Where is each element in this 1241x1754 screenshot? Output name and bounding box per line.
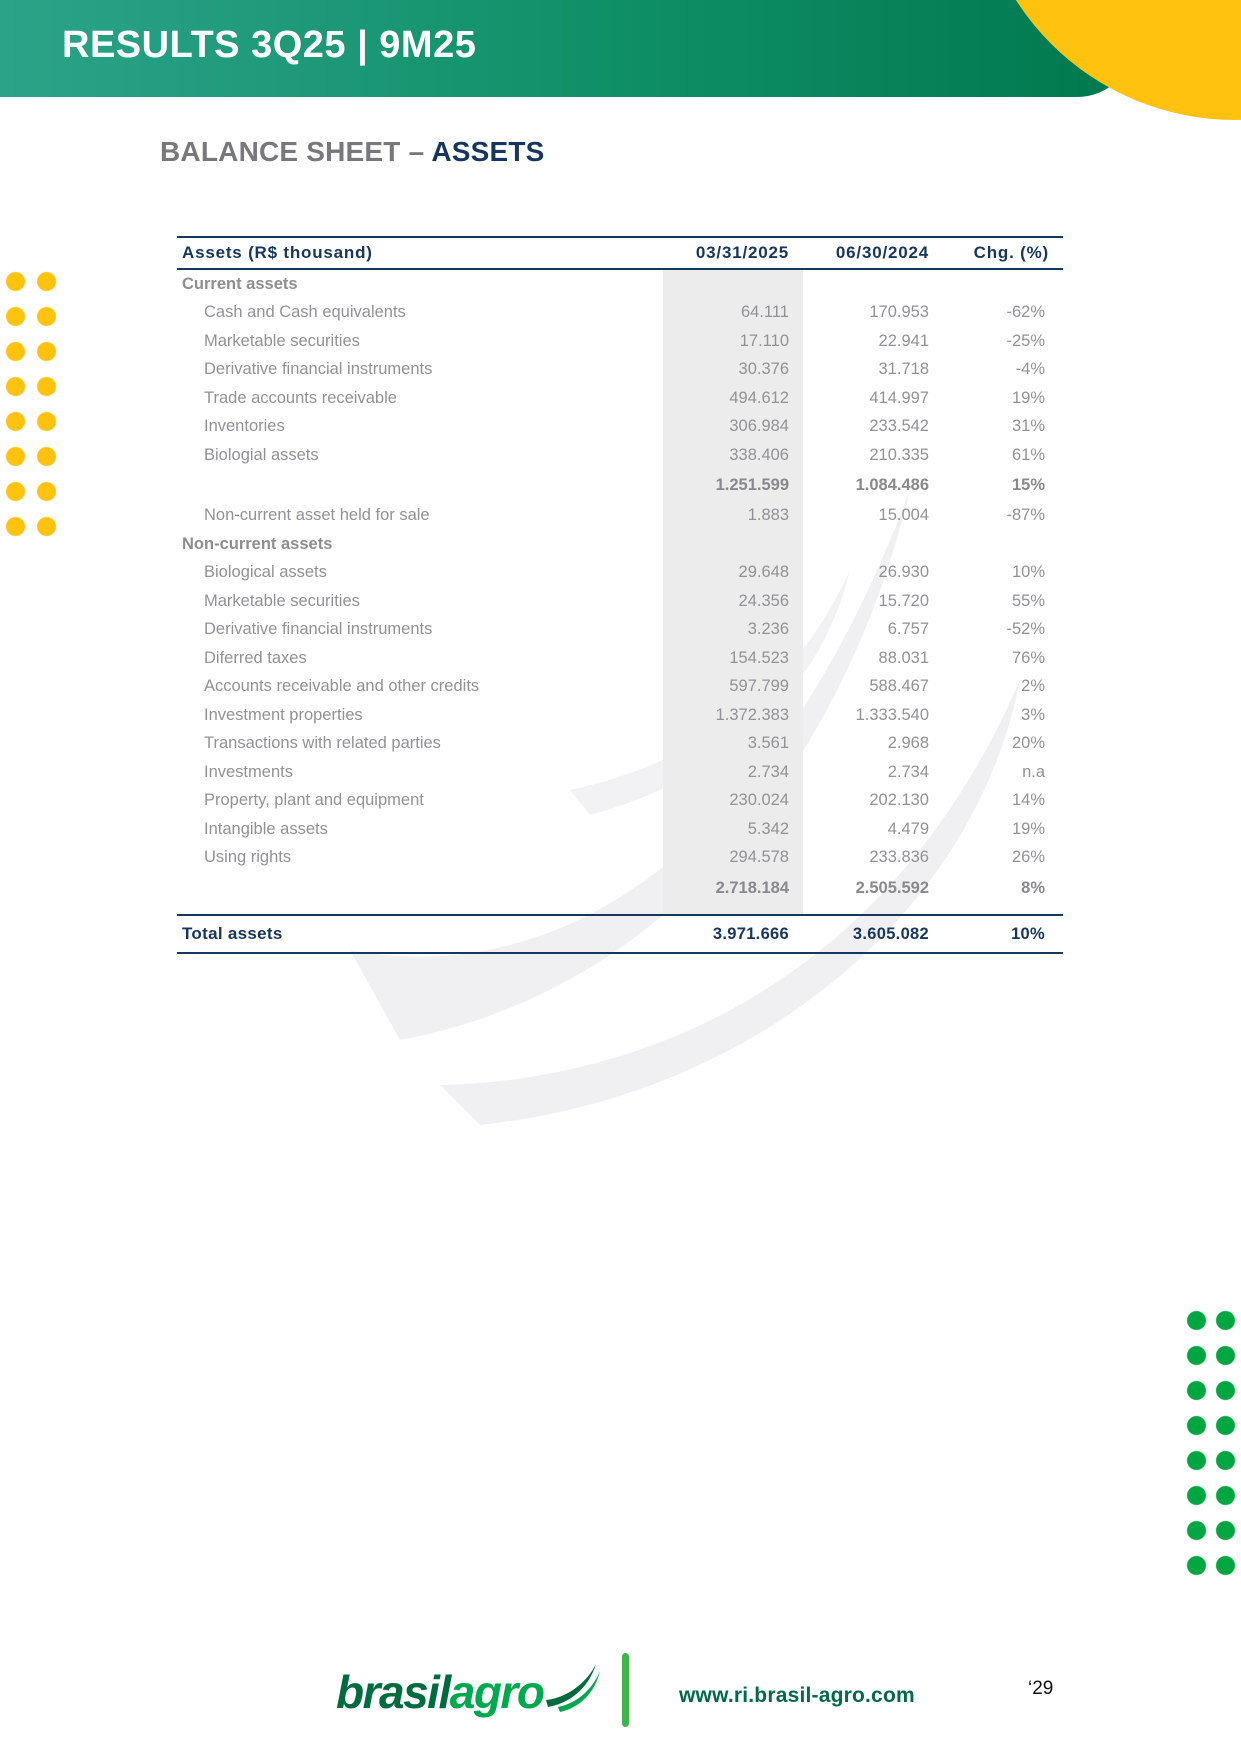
- row-value: 2.505.592: [855, 878, 929, 897]
- green-dots-decoration: [1182, 1303, 1240, 1584]
- table-row: [177, 730, 1063, 759]
- logo-text-agro: agro: [449, 1666, 544, 1718]
- row-value: 20%: [1011, 734, 1045, 753]
- row-value: 2.734: [663, 758, 803, 787]
- row-value: 3.971.666: [663, 915, 803, 953]
- logo-text-brasil: brasil: [336, 1666, 450, 1718]
- table-row: [177, 815, 1063, 844]
- row-label: [177, 904, 663, 915]
- row-label: Derivative financial instruments: [204, 360, 433, 379]
- row-value: [663, 904, 803, 915]
- row-value: 3.605.082: [803, 915, 943, 953]
- row-value: 64.111: [663, 299, 803, 328]
- row-value: 15.004: [878, 506, 929, 525]
- balance-sheet-table: [177, 236, 1063, 954]
- row-value: 61%: [1011, 445, 1045, 464]
- row-value: 26%: [1011, 848, 1045, 867]
- footer-divider: [622, 1653, 629, 1727]
- row-label: Non-current asset held for sale: [204, 506, 430, 525]
- row-value: -62%: [1006, 303, 1045, 322]
- row-value: 3.561: [663, 730, 803, 759]
- row-label: Marketable securities: [204, 591, 360, 610]
- row-label: Cash and Cash equivalents: [204, 303, 406, 322]
- row-value: 2.734: [887, 762, 929, 781]
- row-label: Biologial assets: [204, 445, 319, 464]
- row-value: 170.953: [869, 303, 929, 322]
- row-value: [663, 269, 803, 299]
- table-row: [177, 701, 1063, 730]
- row-label: Marketable securities: [204, 331, 360, 350]
- row-value: [803, 269, 943, 299]
- table-row: [177, 758, 1063, 787]
- row-value: [943, 269, 1063, 299]
- row-value: 15.720: [878, 591, 929, 610]
- row-value: 24.356: [663, 587, 803, 616]
- row-value: -52%: [1006, 620, 1045, 639]
- page-title: [160, 136, 545, 168]
- row-value: 233.836: [869, 848, 929, 867]
- row-value: 2.968: [887, 734, 929, 753]
- row-value: 1.883: [663, 502, 803, 531]
- row-value: 338.406: [663, 441, 803, 470]
- row-label: Transactions with related parties: [204, 734, 441, 753]
- row-value: 202.130: [869, 791, 929, 810]
- table-row: [177, 559, 1063, 588]
- row-value: [663, 530, 803, 559]
- row-value: [943, 904, 1063, 915]
- row-value: 494.612: [663, 384, 803, 413]
- row-value: 3%: [1021, 705, 1045, 724]
- row-value: 30.376: [663, 356, 803, 385]
- row-label: [177, 872, 663, 904]
- row-label: Total assets: [177, 915, 663, 953]
- row-value: -4%: [1015, 360, 1045, 379]
- row-value: 10%: [1011, 563, 1045, 582]
- row-value: 1.372.383: [663, 701, 803, 730]
- yellow-dots-decoration: [0, 264, 62, 545]
- row-label: Accounts receivable and other credits: [204, 677, 480, 696]
- table-row: [177, 787, 1063, 816]
- table-row: [177, 327, 1063, 356]
- row-value: 1.251.599: [663, 470, 803, 502]
- table-row: [177, 269, 1063, 299]
- table-row: [177, 872, 1063, 904]
- column-header: 06/30/2024: [803, 237, 943, 269]
- row-value: 55%: [1011, 591, 1045, 610]
- report-title: RESULTS 3Q25 | 9M25: [62, 24, 477, 66]
- table-row: [177, 644, 1063, 673]
- row-value: 1.084.486: [855, 476, 929, 494]
- row-label: Trade accounts receivable: [204, 388, 397, 407]
- row-label: Diferred taxes: [204, 648, 307, 667]
- table-row: [177, 530, 1063, 559]
- row-value: 6.757: [887, 620, 929, 639]
- row-value: 597.799: [663, 673, 803, 702]
- row-label: Intangible assets: [204, 819, 328, 838]
- row-value: 17.110: [663, 327, 803, 356]
- balance-sheet-rows: [177, 269, 1063, 953]
- page-title-accent: ASSETS: [431, 136, 545, 167]
- row-value: 19%: [1011, 819, 1045, 838]
- row-value: 31%: [1011, 417, 1045, 436]
- row-label: Using rights: [204, 848, 292, 867]
- row-label: Current assets: [182, 274, 298, 293]
- row-label: Property, plant and equipment: [204, 791, 424, 810]
- row-value: 414.997: [869, 388, 929, 407]
- row-value: 2.718.184: [663, 872, 803, 904]
- row-value: 19%: [1011, 388, 1045, 407]
- table-row: [177, 384, 1063, 413]
- brasilagro-logo: [336, 1662, 602, 1719]
- table-row: [177, 413, 1063, 442]
- row-value: [943, 530, 1063, 559]
- row-value: 154.523: [663, 644, 803, 673]
- row-value: 210.335: [869, 445, 929, 464]
- table-row: [177, 904, 1063, 915]
- table-row: [177, 299, 1063, 328]
- row-value: 31.718: [878, 360, 929, 379]
- column-header: 03/31/2025: [663, 237, 803, 269]
- row-value: 3.236: [663, 616, 803, 645]
- table-row: [177, 356, 1063, 385]
- row-value: 230.024: [663, 787, 803, 816]
- row-value: 306.984: [663, 413, 803, 442]
- total-row: [177, 915, 1063, 953]
- row-value: 26.930: [878, 563, 929, 582]
- row-label: Derivative financial instruments: [204, 620, 433, 639]
- row-label: Investments: [204, 762, 293, 781]
- table-row: [177, 441, 1063, 470]
- table-row: [177, 470, 1063, 502]
- row-label: Investment properties: [204, 705, 363, 724]
- row-value: [803, 904, 943, 915]
- column-header: Assets (R$ thousand): [177, 237, 663, 269]
- logo-swoosh-icon: [544, 1662, 602, 1714]
- row-value: 4.479: [887, 819, 929, 838]
- row-value: 14%: [1011, 791, 1045, 810]
- table-row: [177, 587, 1063, 616]
- row-value: 8%: [1021, 878, 1045, 897]
- page-title-gray: BALANCE SHEET –: [160, 136, 425, 167]
- table-row: [177, 502, 1063, 531]
- row-value: 588.467: [869, 677, 929, 696]
- row-value: 10%: [943, 915, 1063, 953]
- row-label: Inventories: [204, 417, 285, 436]
- table-row: [177, 616, 1063, 645]
- row-label: [177, 470, 663, 502]
- footer-url[interactable]: www.ri.brasil-agro.com: [679, 1684, 915, 1707]
- row-value: 76%: [1011, 648, 1045, 667]
- column-header: Chg. (%): [943, 237, 1063, 269]
- table-row: [177, 673, 1063, 702]
- row-label: Non-current assets: [182, 534, 333, 553]
- row-value: 15%: [1011, 476, 1045, 494]
- row-value: [803, 530, 943, 559]
- row-value: 88.031: [878, 648, 929, 667]
- row-value: -25%: [1006, 331, 1045, 350]
- row-value: 5.342: [663, 815, 803, 844]
- row-value: 1.333.540: [855, 705, 929, 724]
- row-value: -87%: [1006, 506, 1045, 525]
- row-value: 233.542: [869, 417, 929, 436]
- row-value: n.a: [1022, 762, 1045, 781]
- row-value: 22.941: [878, 331, 929, 350]
- table-row: [177, 844, 1063, 873]
- row-value: 2%: [1021, 677, 1045, 696]
- page-number: ‘29: [1028, 1678, 1054, 1699]
- row-value: 294.578: [663, 844, 803, 873]
- row-label: Biological assets: [204, 563, 327, 582]
- row-value: 29.648: [663, 559, 803, 588]
- table-header-row: [177, 237, 1063, 269]
